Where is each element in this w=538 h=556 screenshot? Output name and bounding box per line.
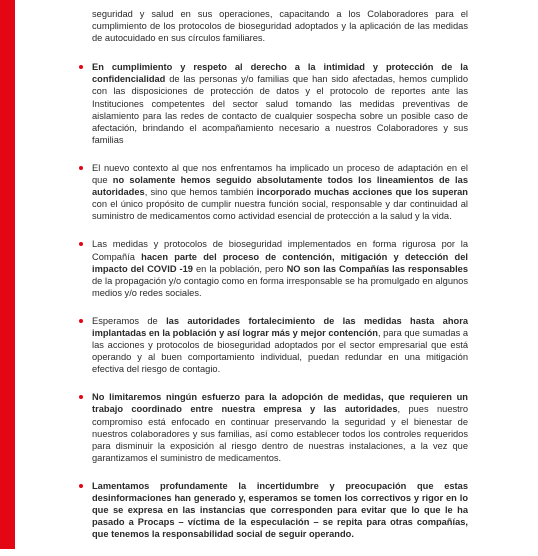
page-left-border-accent — [0, 0, 15, 549]
bullet-dot-icon — [79, 395, 83, 399]
bold-text-run: Lamentamos profundamente la incertidumbre y preocupación que estas desinformaciones han generado y, esperamos se tomen los correctivos y rigor en lo que se expresa en las instancias que corresponden para evitar que lo que le ha pasado a Procaps – víctima de la especulación – se repita para otras compañías, que tenemos la responsabilidad social de seguir operando. — [92, 480, 468, 540]
bold-text-run: No limitaremos ningún esfuerzo para la adopción de medidas, que requieren un trabajo coordinado entre nuestra empresa y las autoridades — [92, 392, 468, 415]
bullet-dot-icon — [79, 484, 83, 488]
bullet-paragraph — [76, 315, 468, 375]
bold-text-run: no solamente hemos seguido absolutamente todos los lineamientos de las autoridades — [92, 175, 468, 198]
text-run: , pues nuestro compromiso está enfocado en continuar preservando la seguridad y el bienestar de nuestros colaboradores y sus familias, así como establecer todos los controles requeridos para disminuir la exposición al riesgo dentro de nuestras instalaciones, a la vez que garantizamos el suministro de medicamentos. — [92, 404, 468, 463]
text-run: de las personas y/o familias que han sido afectadas, hemos cumplido con las disposiciones de protección de datos y el protocolo de reportes ante las Instituciones competentes del sector salud tomando las medidas preventivas de aislamiento para las redes de contacto de cualquier sospecha sobre un posible caso de afectación, brindando el acompañamiento necesario a nuestros Colaboradores y sus familias — [92, 74, 468, 145]
bold-text-run: En cumplimiento y respeto al derecho a la intimidad y protección de la confidencialidad — [92, 62, 468, 85]
text-run: en la población, pero — [192, 263, 287, 274]
bold-text-run: hacen parte del proceso de contención, mitigación y detección del impacto del COVID -19 — [92, 251, 468, 274]
text-run: seguridad y salud en sus operaciones, capacitando a los Colaboradores para el cumplimiento de los protocolos de bioseguridad adoptados y la aplicación de las medidas de autocuidado en sus círculos familiares. — [92, 9, 468, 44]
text-run: , sino que hemos también — [144, 187, 257, 198]
text-run: de la propagación y/o contagio como en forma irresponsable se ha promulgado en algunos medios y/o redes sociales. — [92, 275, 468, 298]
bullet-paragraph — [76, 480, 468, 540]
document-body — [76, 8, 468, 556]
text-run: con el único propósito de cumplir nuestra función social, responsable y dar continuidad al suministro de medicamentos como actividad esencial de protección a la salud y la vida. — [92, 199, 468, 222]
bullet-dot-icon — [79, 166, 83, 170]
paragraph-continuation — [76, 8, 468, 44]
bullet-dot-icon — [79, 242, 83, 246]
bullet-dot-icon — [79, 65, 83, 69]
bold-text-run: NO son las Compañías las responsables — [286, 263, 468, 274]
bullet-paragraph — [76, 238, 468, 298]
bold-text-run: incorporado muchas acciones que los superan — [256, 187, 468, 198]
bullet-paragraph — [76, 391, 468, 464]
bullet-paragraph — [76, 61, 468, 146]
text-run: Las medidas y protocolos de bioseguridad implementados en forma rigurosa por la Compañía — [92, 239, 468, 262]
text-run: , para que sumadas a las acciones y protocolos de bioseguridad adoptados por el sector empresarial que está operando y al buen comportamiento individual, puedan redundar en una mitigación efectiva del riesgo de contagio. — [92, 327, 468, 375]
bullet-dot-icon — [79, 319, 83, 323]
bold-text-run: las autoridades fortalecimiento de las medidas hasta ahora implantadas en la población y así lograr más y mejor contención — [92, 315, 468, 338]
text-run: El nuevo contexto al que nos enfrentamos ha implicado un proceso de adaptación en el que — [92, 162, 468, 186]
text-run: Esperamos de — [92, 315, 167, 326]
bullet-paragraph — [76, 162, 468, 222]
